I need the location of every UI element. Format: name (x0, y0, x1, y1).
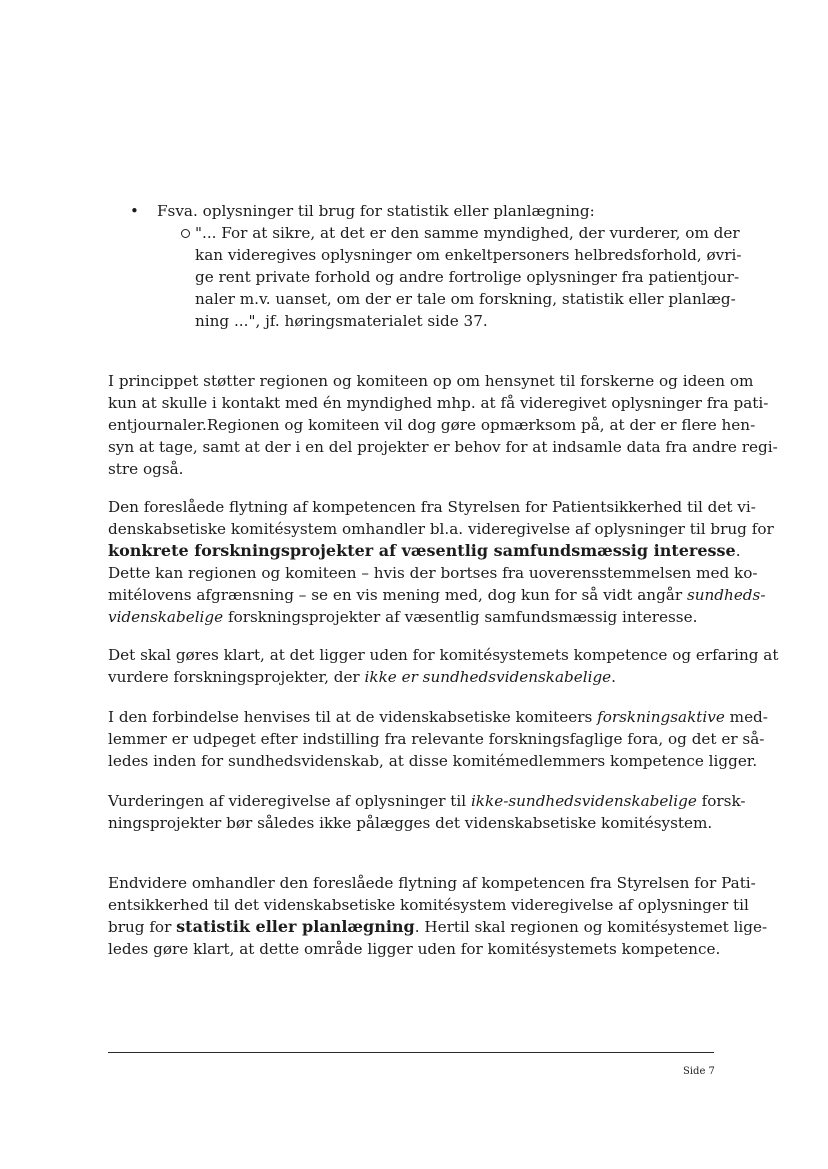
paragraph-line: entsikkerhed til det videnskabsetiske komitésystem videregivelse af oplysninger til (108, 896, 749, 914)
italic-emphasis: ikke-sundhedsvidenskabelige (470, 792, 697, 810)
paragraph-line: mitélovens afgrænsning – se en vis mening med, dog kun for så vidt angår sundheds- (108, 586, 766, 604)
paragraph-line: kun at skulle i kontakt med én myndighed mhp. at få videregivet oplysninger fra pati- (108, 394, 769, 412)
paragraph-line: brug for statistik eller planlægning. Hertil skal regionen og komitésystemet lige- (108, 917, 768, 936)
quote-line: ning ...", jf. høringsmaterialet side 37. (195, 312, 488, 330)
paragraph-line: Dette kan regionen og komiteen – hvis der bortses fra uoverensstemmelsen med ko- (108, 564, 758, 582)
paragraph-line: ledes inden for sundhedsvidenskab, at disse komitémedlemmers kompetence ligger. (108, 752, 758, 770)
bullet-item-1: Fsva. oplysninger til brug for statistik eller planlægning: (157, 202, 595, 220)
paragraph-line: stre også. (108, 460, 184, 478)
paragraph-line: videnskabelige forskningsprojekter af væsentlig samfundsmæssig interesse. (108, 608, 698, 626)
paragraph-line: ledes gøre klart, at dette område ligger uden for komitésystemets kompetence. (108, 940, 721, 958)
paragraph-line: entjournaler.Regionen og komiteen vil dog gøre opmærksom på, at der er flere hen- (108, 416, 756, 434)
italic-emphasis: ikke er sundhedsvidenskabelige (364, 668, 612, 686)
paragraph-line: ningsprojekter bør således ikke pålægges det videnskabsetiske komitésystem. (108, 814, 713, 832)
paragraph-line: syn at tage, samt at der i en del projekter er behov for at indsamle data fra andre regi- (108, 438, 778, 456)
quote-line: kan videregives oplysninger om enkeltpersoners helbredsforhold, øvri- (195, 246, 742, 264)
bold-emphasis: statistik eller planlægning (176, 917, 415, 936)
paragraph-line: Vurderingen af videregivelse af oplysninger til ikke-sundhedsvidenskabelige forsk- (108, 792, 746, 810)
paragraph-line: konkrete forskningsprojekter af væsentlig samfundsmæssig interesse. (108, 541, 741, 560)
paragraph-line: Endvidere omhandler den foreslåede flytning af kompetencen fra Styrelsen for Pati- (108, 874, 756, 892)
bullet-dot-icon: • (130, 202, 139, 220)
italic-emphasis: sundheds- (686, 586, 766, 604)
paragraph-line: I den forbindelse henvises til at de videnskabsetiske komiteers forskningsaktive med- (108, 708, 768, 726)
paragraph-line: lemmer er udpeget efter indstilling fra relevante forskningsfaglige fora, og det er så- (108, 730, 765, 748)
sub-bullet-circle-icon (181, 229, 190, 238)
footer-divider (108, 1052, 714, 1053)
quote-line: "... For at sikre, at det er den samme myndighed, der vurderer, om der (195, 224, 740, 242)
italic-emphasis: videnskabelige (108, 608, 224, 626)
bold-emphasis: konkrete forskningsprojekter af væsentlig samfundsmæssig interesse (108, 541, 736, 560)
quote-line: ge rent private forhold og andre fortrolige oplysninger fra patientjour- (195, 268, 740, 286)
paragraph-line: vurdere forskningsprojekter, der ikke er sundhedsvidenskabelige. (108, 668, 616, 686)
italic-emphasis: forskningsaktive (597, 708, 725, 726)
quote-line: naler m.v. uanset, om der er tale om forskning, statistik eller planlæg- (195, 290, 736, 308)
paragraph-line: I princippet støtter regionen og komiteen op om hensynet til forskerne og ideen om (108, 372, 754, 390)
paragraph-line: Den foreslåede flytning af kompetencen fra Styrelsen for Patientsikkerhed til det vi- (108, 498, 756, 516)
paragraph-line: denskabsetiske komitésystem omhandler bl.a. videregivelse af oplysninger til brug for (108, 520, 774, 538)
page-number: Side 7 (683, 1066, 715, 1077)
paragraph-line: Det skal gøres klart, at det ligger uden for komitésystemets kompetence og erfaring at (108, 646, 779, 664)
